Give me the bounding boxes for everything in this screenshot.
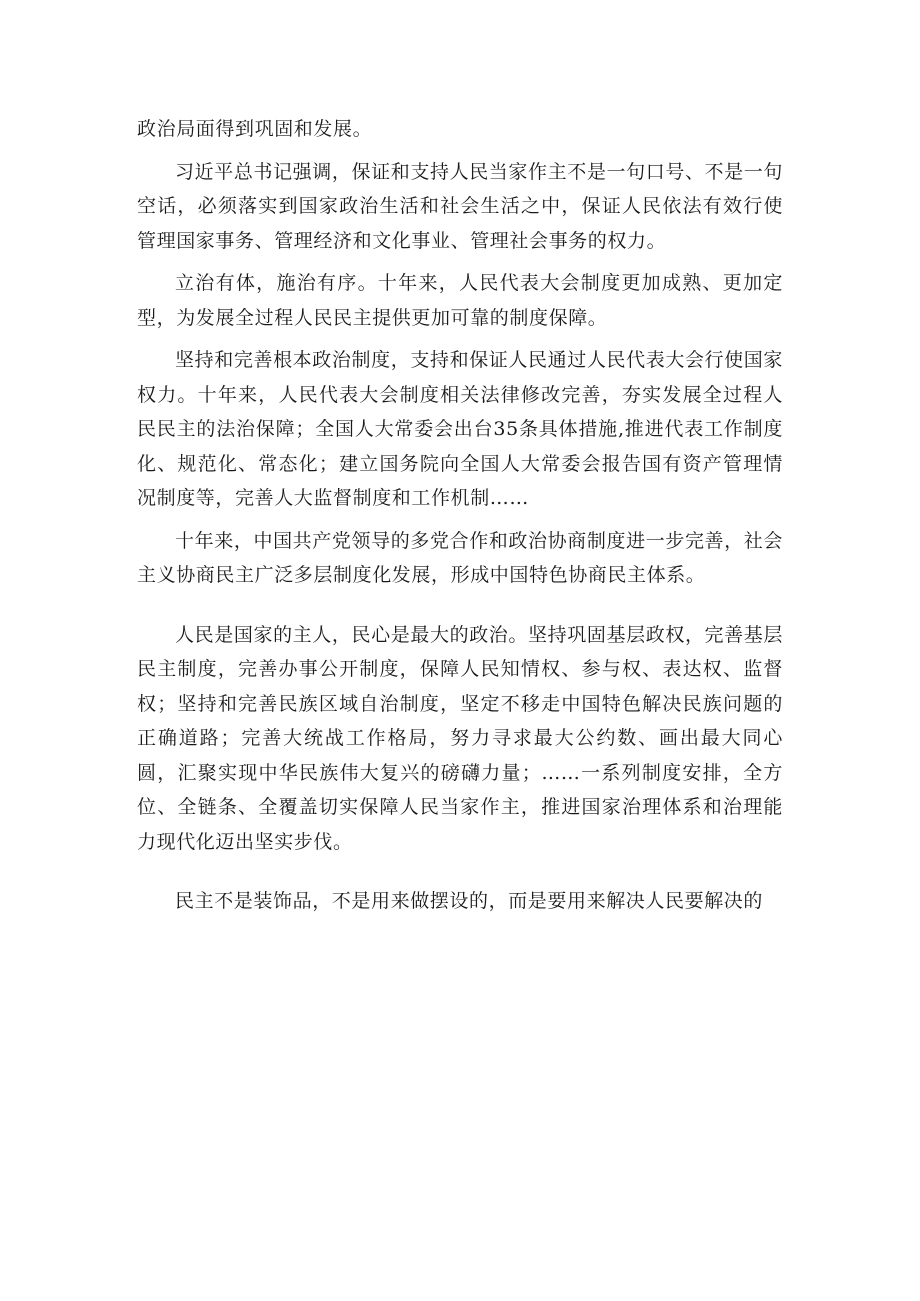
- paragraph-continuation: 政治局面得到巩固和发展。: [137, 118, 373, 140]
- body-text: [137, 112, 783, 919]
- paragraph-multiparty-cooperation: 十年来，中国共产党领导的多党合作和政治协商制度进一步完善，社会主义协商民主广泛多层制度化发展，形成中国特色协商民主体系。: [137, 529, 783, 586]
- paragraph-governance-order: 立治有体，施治有序。十年来，人民代表大会制度更加成熟、更加定型，为发展全过程人民民主提供更加可靠的制度保障。: [137, 272, 783, 329]
- paragraph-democracy-not-decoration: 民主不是装饰品，不是用来做摆设的，而是要用来解决人民要解决的: [175, 890, 764, 912]
- paragraph-xi-quote: 习近平总书记强调，保证和支持人民当家作主不是一句口号、不是一句空话，必须落实到国家政治生活和社会生活之中，保证人民依法有效行使管理国家事务、管理经济和文化事业、管理社会事务的权力。: [137, 160, 783, 252]
- paragraph-npc-system: 坚持和完善根本政治制度，支持和保证人民通过人民代表大会行使国家权力。十年来，人民代表大会制度相关法律修改完善，夯实发展全过程人民民主的法治保障；全国人大常委会出台35条具体措施,推进代表工作制度化、规范化、常态化；建立国务院向全国人大常委会报告国有资产管理情况制度等，完善人大监督制度和工作机制……: [137, 349, 783, 509]
- paragraph-people-masters: 人民是国家的主人，民心是最大的政治。坚持巩固基层政权，完善基层民主制度，完善办事公开制度，保障人民知情权、参与权、表达权、监督权；坚持和完善民族区域自治制度，坚定不移走中国特色解决民族问题的正确道路；完善大统战工作格局，努力寻求最大公约数、画出最大同心圆，汇聚实现中华民族伟大复兴的磅礴力量；……一系列制度安排，全方位、全链条、全覆盖切实保障人民当家作主，推进国家治理体系和治理能力现代化迈出坚实步伐。: [137, 623, 783, 853]
